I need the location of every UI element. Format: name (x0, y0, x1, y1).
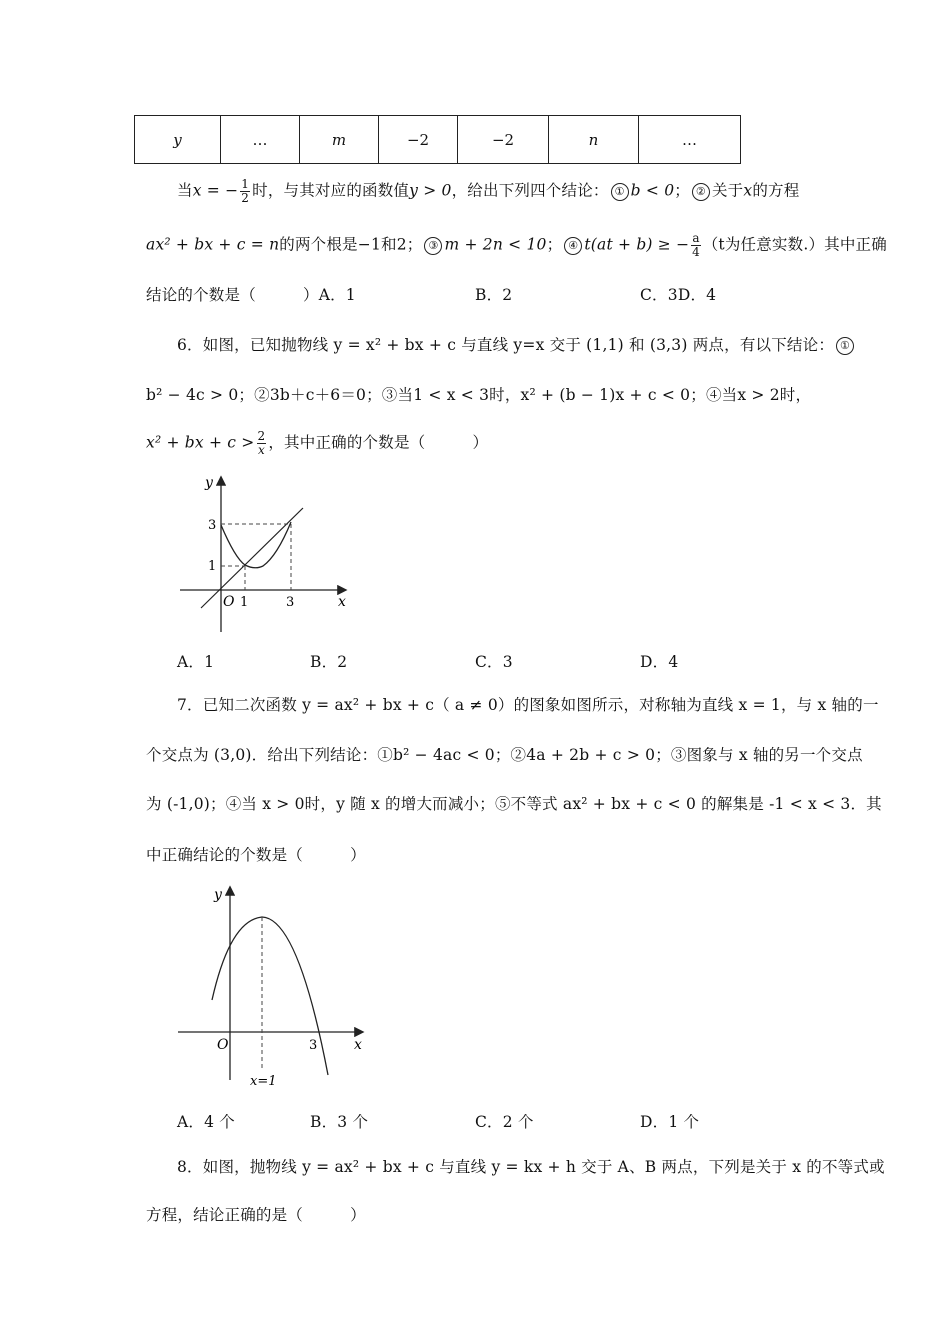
table-cell: −2 (379, 116, 458, 164)
q5-line-3: 结论的个数是（ ）A．1 (146, 286, 356, 304)
table-row (135, 116, 741, 164)
q5-line-1: 当x = − $\frac{1}{2}$ 时，与其对应的函数值y > 0，给出下列四个结论： ① b < 0； ② 关于x的方程 (177, 177, 800, 205)
fraction: $\frac{2}{x}$ (257, 429, 266, 457)
fraction: $\frac{a}{4}$ (692, 231, 700, 259)
q5-option-b: B．2 (475, 286, 513, 304)
q7-line-4: 中正确结论的个数是（ ） (146, 846, 366, 864)
origin-label: O (217, 1037, 229, 1053)
x-label: x (338, 594, 346, 610)
tick-y3: 3 (208, 518, 217, 533)
q7-option-a: A．4 个 (177, 1113, 235, 1131)
q7-graph (170, 880, 370, 1090)
q5-option-cd: C．3D．4 (640, 286, 717, 304)
q7-option-b: B．3 个 (310, 1113, 369, 1131)
q7-line-2: 个交点为 (3,0)．给出下列结论：①b² − 4ac < 0；②4a + 2b + c > 0；③图象与 x 轴的另一个交点 (146, 746, 863, 764)
x-label: x (354, 1037, 362, 1053)
q8-line-2: 方程，结论正确的是（ ） (146, 1206, 366, 1224)
line-y-equals-x (201, 508, 303, 608)
q7-option-c: C．2 个 (475, 1113, 534, 1131)
y-label: y (205, 475, 213, 491)
q6-option-a: A．1 (177, 653, 215, 671)
table-cell: n (549, 116, 639, 164)
q8-line-1: 8．如图，抛物线 y = ax² + bx + c 与直线 y = kx + h 交于 A、B 两点，下列是关于 x 的不等式或 (177, 1158, 885, 1176)
table-cell: m (300, 116, 379, 164)
value-table (134, 115, 741, 164)
q6-option-d: D．4 (640, 653, 679, 671)
q6-graph (175, 470, 360, 640)
q7-line-3: 为 (-1,0)；④当 x > 0时，y 随 x 的增大而减小；⑤不等式 ax² + bx + c < 0 的解集是 -1 < x < 3．其 (146, 795, 882, 813)
tick-x1: 1 (240, 595, 249, 610)
q7-line-1: 7．已知二次函数 y = ax² + bx + c（ a ≠ 0）的图象如图所示，对称轴为直线 x = 1，与 x 轴的一 (177, 696, 879, 714)
origin-label: O (223, 594, 235, 610)
table-cell: −2 (458, 116, 549, 164)
tick-x3: 3 (286, 595, 295, 610)
q6-line-3: x² + bx + c > $\frac{2}{x}$ ，其中正确的个数是（ ） (146, 429, 489, 457)
q6-option-b: B．2 (310, 653, 348, 671)
q5-line-2: ax² + bx + c = n的两个根是−1和2； ③ m + 2n < 10； ④ t(at + b) ≥ − $\frac{a}{4}$ （t为任意实数.）其中正确 (146, 231, 887, 259)
symmetry-label: x=1 (250, 1074, 277, 1089)
parabola (221, 522, 291, 568)
q7-option-d: D．1 个 (640, 1113, 700, 1131)
table-cell: … (221, 116, 300, 164)
fraction: $\frac{1}{2}$ (241, 177, 250, 205)
tick-x3: 3 (309, 1038, 318, 1053)
tick-y1: 1 (208, 559, 217, 574)
table-cell: … (639, 116, 741, 164)
y-label: y (214, 887, 222, 903)
q6-line-2: b² − 4c > 0；②3b＋c＋6＝0；③当1 < x < 3时，x² + (b − 1)x + c < 0；④当x > 2时， (146, 386, 812, 404)
q6-line-1: 6．如图，已知抛物线 y = x² + bx + c 与直线 y=x 交于 (1,1) 和 (3,3) 两点，有以下结论： ① (177, 333, 856, 355)
q6-option-c: C．3 (475, 653, 513, 671)
table-cell: y (135, 116, 221, 164)
